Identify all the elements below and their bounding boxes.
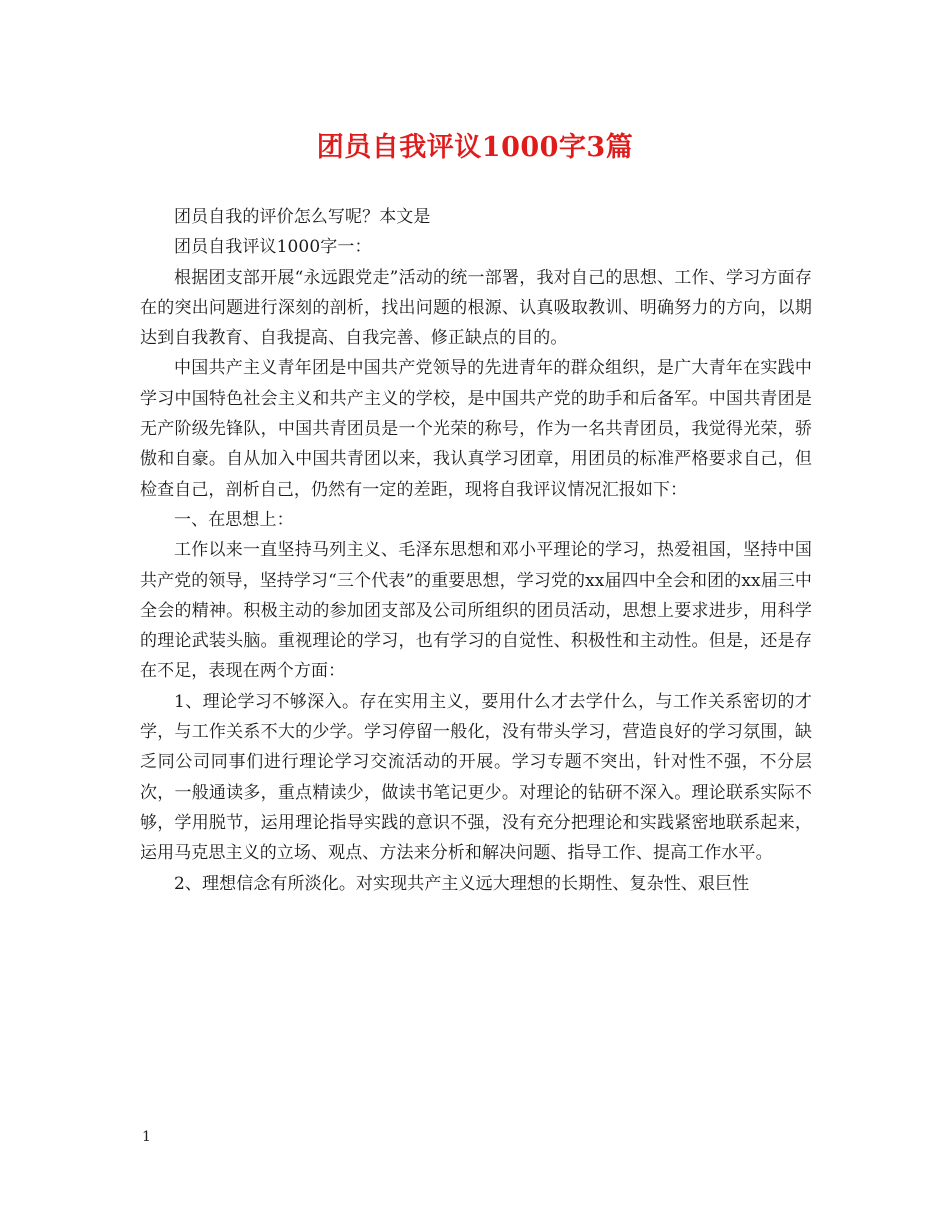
document-title: 团员自我评议1000字3篇 — [316, 132, 634, 163]
paragraph: 团员自我的评价怎么写呢？本文是 — [174, 207, 431, 227]
paragraph: 1、理论学习不够深入。存在实用主义，要用什么才去学什么，与工作关系密切的才学，与工作关系不大的少学。学习停留一般化，没有带头学习，营造良好的学习氛围，缺乏同公司同事们进行理论学习交流活动的开展。学习专题不突出，针对性不强，不分层次，一般通读多，重点精读少，做读书笔记更少。对理论的钻研不深入。理论联系实际不够，学用脱节，运用理论指导实践的意识不强，没有充分把理论和实践紧密地联系起来，运用马克思主义的立场、观点、方法来分析和解决问题、指导工作、提高工作水平。 — [140, 691, 812, 864]
paragraph: 中国共产主义青年团是中国共产党领导的先进青年的群众组织，是广大青年在实践中学习中国特色社会主义和共产主义的学校，是中国共产党的助手和后备军。中国共青团是无产阶级先锋队，中国共青团员是一个光荣的称号，作为一名共青团员，我觉得光荣，骄傲和自豪。自从加入中国共青团以来，我认真学习团章，用团员的标准严格要求自己，但检查自己，剖析自己，仍然有一定的差距，现将自我评议情况汇报如下： — [140, 358, 812, 500]
document-body — [140, 202, 812, 899]
section-heading: 一、在思想上： — [174, 509, 294, 530]
paragraph: 2、理想信念有所淡化。对实现共产主义远大理想的长期性、复杂性、艰巨性 — [174, 873, 750, 894]
paragraph: 团员自我评议1000字一： — [174, 237, 372, 258]
paragraph: 根据团支部开展“永远跟党走”活动的统一部署，我对自己的思想、工作、学习方面存在的突出问题进行深刻的剖析，找出问题的根源、认真吸取教训、明确努力的方向，以期达到自我教育、自我提高、自我完善、修正缺点的目的。 — [140, 267, 812, 349]
page-number: 1 — [142, 1129, 151, 1145]
paragraph: 工作以来一直坚持马列主义、毛泽东思想和邓小平理论的学习，热爱祖国，坚持中国共产党的领导，坚持学习“三个代表”的重要思想，学习党的xx届四中全会和团的xx届三中全会的精神。积极主动的参加团支部及公司所组织的团员活动，思想上要求进步，用科学的理论武装头脑。重视理论的学习，也有学习的自觉性、积极性和主动性。但是，还是存在不足，表现在两个方面： — [140, 540, 812, 682]
